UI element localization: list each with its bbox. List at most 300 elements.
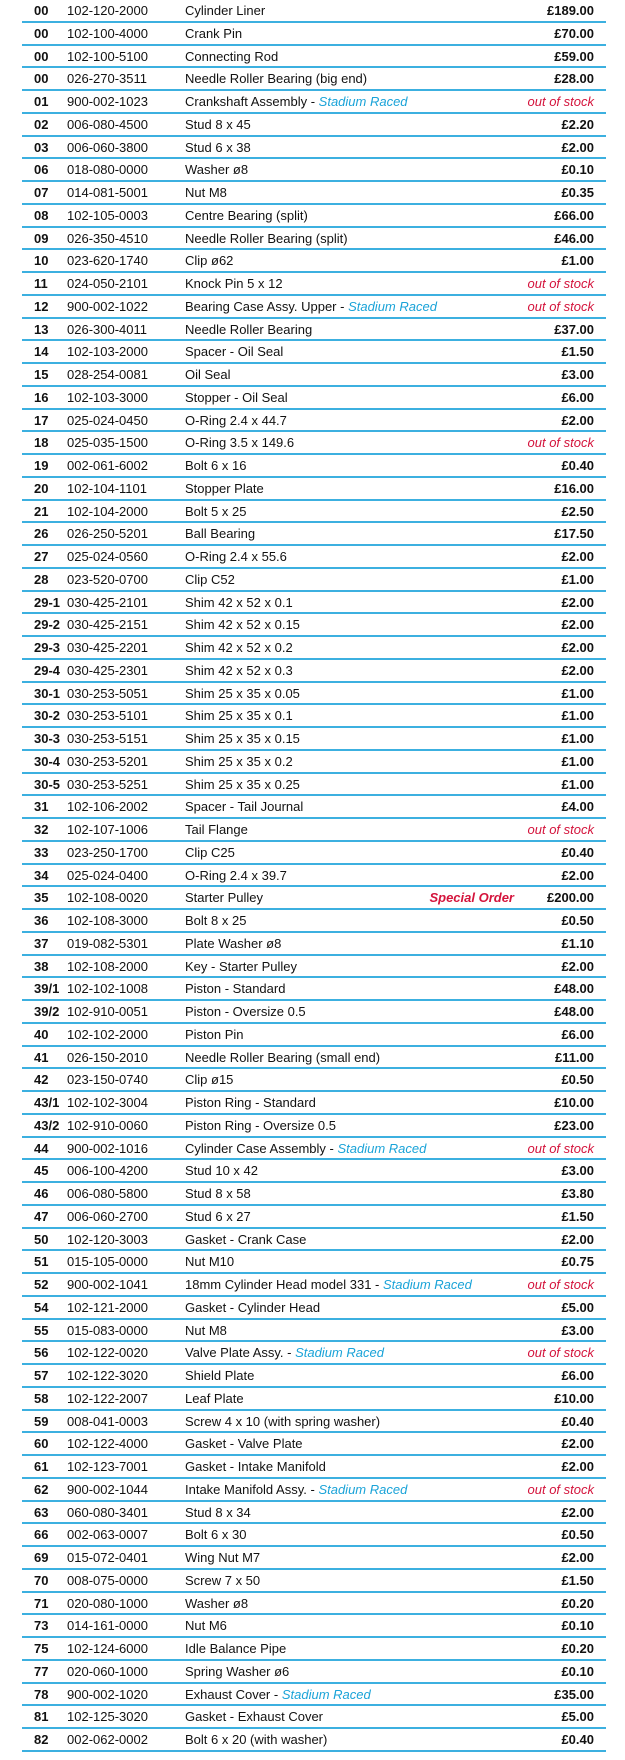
part-description <box>185 705 293 727</box>
part-variant: Stadium Raced <box>382 1277 472 1292</box>
part-price: £2.00 <box>561 1459 594 1474</box>
part-description-text: Exhaust Cover - <box>185 1686 282 1702</box>
part-price: £23.00 <box>554 1117 594 1133</box>
part-description <box>185 1547 260 1569</box>
part-number: 102-104-2000 <box>67 503 148 519</box>
part-number: 015-083-0000 <box>67 1322 148 1338</box>
part-price: £0.40 <box>561 1413 594 1429</box>
part-price: £1.00 <box>561 731 594 746</box>
part-description <box>185 1092 316 1114</box>
part-index: 57 <box>34 1368 49 1383</box>
part-price: £1.00 <box>561 708 594 724</box>
part-index: 20 <box>34 480 49 496</box>
part-number: 102-121-2000 <box>67 1299 148 1315</box>
table-row <box>22 273 606 296</box>
part-description-text: Stopper Plate <box>185 480 264 496</box>
part-description <box>185 1706 323 1728</box>
part-description <box>185 683 300 705</box>
part-price: £11.00 <box>554 1049 594 1065</box>
part-index: 26 <box>34 526 49 542</box>
part-description-text: Nut M8 <box>185 185 227 200</box>
part-description <box>185 46 278 68</box>
part-number: 023-150-0740 <box>67 1072 148 1088</box>
part-price: £0.20 <box>561 1595 594 1611</box>
part-description <box>185 1160 258 1182</box>
part-index: 17 <box>34 412 49 428</box>
part-number: 900-002-1044 <box>67 1481 148 1497</box>
table-row <box>22 1411 606 1434</box>
table-row <box>22 865 606 888</box>
part-number: 030-253-5201 <box>67 753 148 769</box>
part-description-text: Shim 42 x 52 x 0.15 <box>185 617 300 633</box>
part-description <box>185 1524 246 1546</box>
part-description-text: Stud 8 x 58 <box>185 1186 251 1201</box>
table-row <box>22 364 606 387</box>
part-price: £2.00 <box>561 1504 594 1520</box>
part-index: 40 <box>34 1026 49 1042</box>
part-index: 39/2 <box>34 1004 60 1019</box>
part-index: 21 <box>34 503 49 519</box>
part-number: 015-105-0000 <box>67 1254 148 1270</box>
part-price: £48.00 <box>554 981 594 997</box>
part-number: 102-108-0020 <box>67 890 148 906</box>
part-description <box>185 91 408 113</box>
part-description-text: Bearing Case Assy. Upper - <box>185 298 349 314</box>
part-index: 09 <box>34 230 49 246</box>
part-description <box>185 1274 472 1296</box>
table-row <box>22 1206 606 1229</box>
part-number: 102-122-4000 <box>67 1436 148 1452</box>
part-number: 900-002-1022 <box>67 298 148 314</box>
part-index: 10 <box>34 253 49 269</box>
part-price: £2.00 <box>561 640 594 655</box>
part-price: £1.00 <box>561 753 594 769</box>
part-index: 58 <box>34 1390 49 1406</box>
part-price: £2.00 <box>561 867 594 883</box>
part-number: 006-080-5800 <box>67 1186 148 1201</box>
part-number: 002-061-6002 <box>67 458 148 473</box>
part-description <box>185 728 300 750</box>
part-price: £6.00 <box>561 1026 594 1042</box>
part-number: 900-002-1016 <box>67 1140 148 1156</box>
part-number: 102-107-1006 <box>67 822 148 837</box>
part-description-text: Nut M6 <box>185 1618 227 1634</box>
part-price: £1.10 <box>561 935 594 951</box>
part-number: 102-122-0020 <box>67 1345 148 1361</box>
part-price: £1.00 <box>561 571 594 587</box>
part-index: 38 <box>34 958 49 974</box>
table-row <box>22 1069 606 1092</box>
table-row <box>22 887 606 910</box>
part-description-text: Stud 10 x 42 <box>185 1163 258 1179</box>
part-index: 52 <box>34 1277 49 1292</box>
part-description-text: O-Ring 2.4 x 39.7 <box>185 867 287 883</box>
part-description <box>185 137 251 159</box>
part-number: 025-024-0450 <box>67 412 148 428</box>
table-row <box>22 546 606 569</box>
part-description-text: Cylinder Liner <box>185 3 266 18</box>
part-description-text: Shim 25 x 35 x 0.15 <box>185 731 300 746</box>
part-number: 006-100-4200 <box>67 1163 148 1179</box>
table-row <box>22 1593 606 1616</box>
part-description-text: Knock Pin 5 x 12 <box>185 276 283 291</box>
part-description <box>185 1593 248 1615</box>
table-row <box>22 228 606 251</box>
part-description <box>185 455 246 477</box>
part-description <box>185 1729 327 1751</box>
part-description-text: Shim 42 x 52 x 0.2 <box>185 640 293 655</box>
part-variant: Stadium Raced <box>295 1345 384 1361</box>
part-description-text: Screw 4 x 10 (with spring washer) <box>185 1413 381 1429</box>
part-number: 060-080-3401 <box>67 1504 148 1520</box>
part-number: 102-100-5100 <box>67 48 148 64</box>
table-row <box>22 592 606 615</box>
part-description-text: Gasket - Intake Manifold <box>185 1459 326 1474</box>
part-index: 66 <box>34 1527 49 1543</box>
table-row <box>22 319 606 342</box>
part-description-text: Stud 8 x 34 <box>185 1504 251 1520</box>
part-number: 102-106-2002 <box>67 799 148 815</box>
part-price: £2.00 <box>561 958 594 974</box>
part-description-text: Gasket - Exhaust Cover <box>185 1709 323 1725</box>
part-description <box>185 205 308 227</box>
part-price: £2.50 <box>561 503 594 519</box>
part-description-text: Needle Roller Bearing (split) <box>185 230 348 246</box>
part-description <box>185 887 263 909</box>
part-price: £2.00 <box>561 594 594 610</box>
part-number: 023-250-1700 <box>67 844 148 860</box>
part-number: 015-072-0401 <box>67 1550 148 1565</box>
part-index: 36 <box>34 913 49 928</box>
part-description <box>185 1138 426 1160</box>
table-row <box>22 432 606 455</box>
part-description <box>185 250 233 272</box>
part-number: 900-002-1023 <box>67 94 148 109</box>
part-number: 102-910-0060 <box>67 1117 148 1133</box>
part-description-text: Key - Starter Pulley <box>185 958 297 974</box>
part-variant: Stadium Raced <box>318 1481 408 1497</box>
part-description-text: Needle Roller Bearing (small end) <box>185 1049 381 1065</box>
part-description <box>185 182 227 204</box>
table-row <box>22 1365 606 1388</box>
part-price: £35.00 <box>554 1686 594 1702</box>
table-row <box>22 683 606 706</box>
part-index: 56 <box>34 1345 49 1361</box>
part-description-text: Washer ø8 <box>185 1595 249 1611</box>
part-price: £1.50 <box>561 1572 594 1588</box>
part-price: £0.10 <box>561 162 594 178</box>
part-description <box>185 501 246 523</box>
part-description <box>185 660 293 682</box>
part-description <box>185 751 293 773</box>
part-price: £10.00 <box>554 1390 594 1406</box>
table-row <box>22 933 606 956</box>
part-description <box>185 478 264 500</box>
part-price: £37.00 <box>554 321 594 337</box>
part-description-text: Clip ø15 <box>185 1072 234 1088</box>
part-description-text: Idle Balance Pipe <box>185 1641 287 1656</box>
part-description <box>185 387 288 409</box>
table-row <box>22 728 606 751</box>
part-index: 55 <box>34 1322 49 1338</box>
table-row <box>22 68 606 91</box>
parts-list <box>22 0 606 1752</box>
part-number: 900-002-1020 <box>67 1686 148 1702</box>
table-row <box>22 159 606 182</box>
part-index: 39/1 <box>34 981 60 997</box>
part-index: 00 <box>34 25 49 41</box>
part-number: 014-081-5001 <box>67 185 148 200</box>
part-number: 102-100-4000 <box>67 25 148 41</box>
part-number: 102-910-0051 <box>67 1004 148 1019</box>
part-price: £59.00 <box>554 48 594 64</box>
part-index: 71 <box>34 1595 49 1611</box>
part-number: 102-108-3000 <box>67 913 148 928</box>
part-index: 45 <box>34 1163 49 1179</box>
part-price: £0.75 <box>561 1254 594 1270</box>
table-row <box>22 114 606 137</box>
part-number: 026-150-2010 <box>67 1049 148 1065</box>
part-index: 70 <box>34 1572 49 1588</box>
part-description-text: Shim 25 x 35 x 0.05 <box>185 685 300 701</box>
table-row <box>22 1251 606 1274</box>
table-row <box>22 1388 606 1411</box>
part-description-text: O-Ring 2.4 x 55.6 <box>185 549 287 564</box>
table-row <box>22 137 606 160</box>
part-number: 102-125-3020 <box>67 1709 148 1725</box>
stock-status: out of stock <box>527 435 594 451</box>
table-row <box>22 1479 606 1502</box>
part-price: £1.50 <box>561 1208 594 1224</box>
part-index: 33 <box>34 844 49 860</box>
table-row <box>22 523 606 546</box>
part-number: 002-063-0007 <box>67 1527 148 1543</box>
table-row <box>22 0 606 23</box>
part-description <box>185 0 265 22</box>
part-price: £0.50 <box>561 913 594 928</box>
table-row <box>22 614 606 637</box>
part-variant: Stadium Raced <box>318 94 408 109</box>
part-number: 026-350-4510 <box>67 230 148 246</box>
part-description <box>185 774 300 796</box>
part-number: 102-120-2000 <box>67 3 148 18</box>
part-description <box>185 1411 380 1433</box>
part-number: 006-060-3800 <box>67 139 148 155</box>
part-number: 030-253-5051 <box>67 685 148 701</box>
part-description-text: Shim 25 x 35 x 0.25 <box>185 776 300 792</box>
part-index: 29-3 <box>34 640 61 655</box>
part-index: 46 <box>34 1186 49 1201</box>
part-description <box>185 796 303 818</box>
table-row <box>22 1297 606 1320</box>
part-description <box>185 228 348 250</box>
part-description <box>185 865 287 887</box>
part-number: 102-124-6000 <box>67 1641 148 1656</box>
part-number: 030-253-5151 <box>67 731 148 746</box>
part-price: £1.50 <box>561 344 594 360</box>
part-description <box>185 1479 407 1501</box>
part-description <box>185 1001 306 1023</box>
part-description-text: Spacer - Tail Journal <box>185 799 304 815</box>
part-index: 61 <box>34 1459 49 1474</box>
part-price: £46.00 <box>554 230 594 246</box>
stock-status: out of stock <box>527 822 594 837</box>
stock-status: out of stock <box>527 94 594 109</box>
table-row <box>22 1092 606 1115</box>
part-description-text: Shim 25 x 35 x 0.2 <box>185 753 293 769</box>
part-number: 030-425-2301 <box>67 662 148 678</box>
table-row <box>22 978 606 1001</box>
table-row <box>22 1684 606 1707</box>
table-row <box>22 182 606 205</box>
table-row <box>22 46 606 69</box>
table-row <box>22 1024 606 1047</box>
table-row <box>22 705 606 728</box>
part-description <box>185 956 297 978</box>
part-description-text: Piston Pin <box>185 1026 244 1042</box>
table-row <box>22 1274 606 1297</box>
part-description-text: Gasket - Valve Plate <box>185 1436 303 1452</box>
table-row <box>22 455 606 478</box>
part-description-text: Stopper - Oil Seal <box>185 389 288 405</box>
part-description-text: Spring Washer ø6 <box>185 1663 290 1679</box>
part-price: £3.00 <box>561 1163 594 1179</box>
part-description-text: Spacer - Oil Seal <box>185 344 284 360</box>
part-description <box>185 1297 320 1319</box>
part-index: 62 <box>34 1481 49 1497</box>
part-description <box>185 410 287 432</box>
part-description-text: Bolt 8 x 25 <box>185 913 247 928</box>
part-number: 102-122-2007 <box>67 1390 148 1406</box>
part-number: 025-024-0400 <box>67 867 148 883</box>
table-row <box>22 910 606 933</box>
part-number: 030-425-2101 <box>67 594 148 610</box>
part-price: £0.10 <box>561 1663 594 1679</box>
part-description <box>185 273 283 295</box>
stock-status: out of stock <box>527 298 594 314</box>
part-description-text: Screw 7 x 50 <box>185 1572 261 1588</box>
part-price: £1.00 <box>561 253 594 269</box>
part-description-text: Washer ø8 <box>185 162 249 178</box>
part-description-text: Centre Bearing (split) <box>185 207 308 223</box>
part-description <box>185 1661 289 1683</box>
part-description-text: Stud 8 x 45 <box>185 116 251 132</box>
part-index: 03 <box>34 139 49 155</box>
part-description-text: Clip C52 <box>185 571 235 587</box>
part-number: 008-041-0003 <box>67 1413 148 1429</box>
part-price: £5.00 <box>561 1299 594 1315</box>
part-index: 00 <box>34 3 49 18</box>
part-description <box>185 296 437 318</box>
part-price: £0.35 <box>561 185 594 200</box>
part-number: 102-120-3003 <box>67 1231 148 1247</box>
part-description-text: Piston Ring - Oversize 0.5 <box>185 1117 337 1133</box>
part-number: 102-102-2000 <box>67 1026 148 1042</box>
part-number: 026-250-5201 <box>67 526 148 542</box>
part-number: 023-620-1740 <box>67 253 148 269</box>
part-index: 30-1 <box>34 685 61 701</box>
part-description <box>185 1365 254 1387</box>
part-description-text: Wing Nut M7 <box>185 1550 261 1565</box>
part-description <box>185 1069 233 1091</box>
part-price: £4.00 <box>561 799 594 815</box>
part-index: 73 <box>34 1618 49 1634</box>
part-number: 030-425-2201 <box>67 640 148 655</box>
part-description <box>185 23 242 45</box>
part-index: 07 <box>34 185 49 200</box>
part-description-text: Nut M10 <box>185 1254 235 1270</box>
part-description-text: Crank Pin <box>185 25 243 41</box>
part-index: 43/2 <box>34 1117 60 1133</box>
part-index: 75 <box>34 1641 49 1656</box>
part-index: 30-2 <box>34 708 61 724</box>
part-price: £2.00 <box>561 1231 594 1247</box>
part-description-text: Piston Ring - Standard <box>185 1095 316 1110</box>
table-row <box>22 1729 606 1752</box>
part-description <box>185 68 367 90</box>
part-index: 30-5 <box>34 776 61 792</box>
table-row <box>22 796 606 819</box>
part-price: £2.20 <box>561 116 594 132</box>
part-index: 12 <box>34 298 49 314</box>
part-description <box>185 159 248 181</box>
part-index: 30-3 <box>34 731 61 746</box>
part-description-text: Crankshaft Assembly - <box>185 94 319 109</box>
part-description <box>185 1615 227 1637</box>
part-description <box>185 546 287 568</box>
part-description-text: Bolt 6 x 16 <box>185 458 247 473</box>
table-row <box>22 91 606 114</box>
table-row <box>22 956 606 979</box>
part-description-text: Clip ø62 <box>185 253 234 269</box>
part-index: 51 <box>34 1254 49 1270</box>
part-index: 50 <box>34 1231 49 1247</box>
part-price: £0.40 <box>561 844 594 860</box>
part-number: 102-108-2000 <box>67 958 148 974</box>
table-row <box>22 842 606 865</box>
table-row <box>22 1570 606 1593</box>
part-index: 78 <box>34 1686 49 1702</box>
part-price: £28.00 <box>554 71 594 87</box>
part-price: £48.00 <box>554 1004 594 1019</box>
table-row <box>22 1706 606 1729</box>
part-price: £17.50 <box>554 526 594 542</box>
table-row <box>22 1661 606 1684</box>
table-row <box>22 410 606 433</box>
part-number: 006-060-2700 <box>67 1208 148 1224</box>
table-row <box>22 478 606 501</box>
part-description-text: Gasket - Crank Case <box>185 1231 307 1247</box>
part-description <box>185 1502 251 1524</box>
table-row <box>22 1502 606 1525</box>
table-row <box>22 341 606 364</box>
part-index: 60 <box>34 1436 49 1452</box>
part-index: 32 <box>34 822 49 837</box>
part-description-text: Needle Roller Bearing <box>185 321 313 337</box>
part-description-text: Shim 42 x 52 x 0.1 <box>185 594 293 610</box>
part-number: 030-425-2151 <box>67 617 148 633</box>
part-number: 026-270-3511 <box>67 71 147 87</box>
part-number: 025-024-0560 <box>67 549 148 564</box>
part-description-text: Bolt 5 x 25 <box>185 503 247 519</box>
part-number: 002-062-0002 <box>67 1732 148 1747</box>
table-row <box>22 569 606 592</box>
table-row <box>22 774 606 797</box>
table-row <box>22 1547 606 1570</box>
part-description-text: Connecting Rod <box>185 48 279 64</box>
part-price: £0.50 <box>561 1072 594 1088</box>
table-row <box>22 1160 606 1183</box>
